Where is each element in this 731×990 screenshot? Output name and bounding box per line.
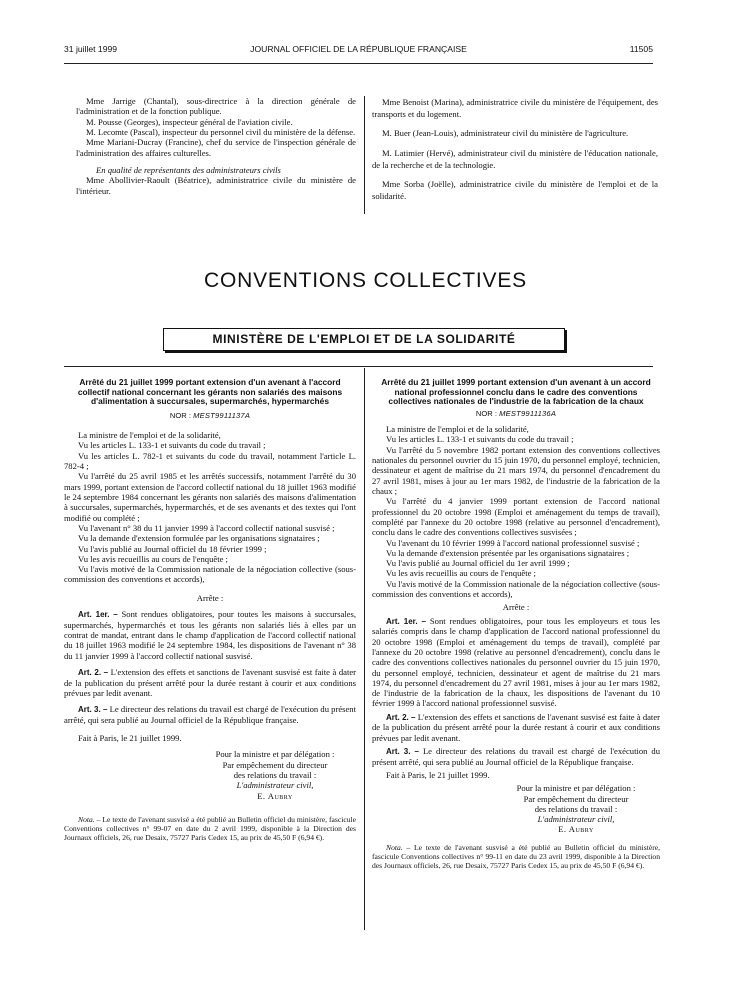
article-2	[372, 712, 660, 743]
fait-line: Fait à Paris, le 21 juillet 1999.	[386, 769, 490, 780]
signature-line: des relations du travail :	[233, 769, 317, 780]
article-text: Sont rendues obligatoires, pour tous les employeurs et tous les salariés compris dans le champ d'application de l'accord national professionnel du 20 octobre 1998 (Emploi et aménagement du temps de travail), complété par l'annexe du 20 octobre 1998 (relative au personnel d'encadrement), conclu dans le cadre des conventions collectives nationales du personnel ouvrier du 15 juin 1970, du personnel employé, technicien, dessinateur et agent de maîtrise du 21 mars 1974, du personnel d'encadrement du 27 avril 1981, mises à jour au 1er mars 1982, de l'industrie de la fabrication de la chaux, les dispositions de l'avenant du 10 février 1999 à l'accord national professionnel susvisé.	[372, 615, 661, 709]
article-column-divider	[364, 368, 365, 930]
article-label: Art. 1er. –	[78, 610, 118, 620]
member-entry: Mme Jarrige (Chantal), sous-directrice à la direction générale de l'administration et de la fonction publique.	[76, 96, 356, 117]
visa-line: Vu l'avenant n° 38 du 11 janvier 1999 à l'accord collectif national susvisé ;	[78, 522, 335, 533]
article-2	[64, 667, 356, 698]
signature-line: des relations du travail :	[534, 803, 618, 814]
nor-label: NOR :	[169, 410, 191, 420]
ministry-heading: MINISTÈRE DE L'EMPLOI ET DE LA SOLIDARITÉ	[163, 328, 565, 351]
visa-line: Vu les articles L. 133-1 et suivants du code du travail ;	[78, 440, 266, 451]
visa-line: Vu la demande d'extension formulée par les organisations signataires ;	[78, 533, 320, 544]
section-title: CONVENTIONS COLLECTIVES	[204, 269, 527, 292]
section-rule	[64, 366, 653, 367]
member-entry: M. Buer (Jean-Louis), administrateur civil du ministère de l'agriculture.	[382, 128, 629, 139]
visa-line: Vu l'avis motivé de la Commission nationale de la négociation collective (sous-commission des conventions et accords),	[64, 564, 356, 585]
nor-code: MEST9911137A	[193, 410, 251, 420]
signature-block	[492, 783, 660, 835]
signature-line: Pour la ministre et par délégation :	[516, 783, 636, 794]
nor-code: MEST9911136A	[499, 408, 557, 418]
header-title: JOURNAL OFFICIEL DE LA RÉPUBLIQUE FRANÇAISE	[250, 44, 467, 54]
signature-role: L'administrateur civil,	[537, 814, 615, 825]
article-3	[372, 746, 660, 767]
article-text: L'extension des effets et sanctions de l'avenant susvisé est faite à dater de la publication du présent arrêté pour la durée restant à courir et aux conditions prévues par ledit avenant.	[64, 666, 357, 698]
header-rule	[64, 63, 653, 64]
visa-line: Vu les avis recueillis au cours de l'enquête ;	[386, 568, 536, 579]
member-entry: M. Lecomte (Pascal), inspecteur du personnel civil du ministère de la défense.	[86, 126, 356, 137]
header-date: 31 juillet 1999	[64, 44, 118, 54]
nota	[372, 843, 660, 870]
article-3	[64, 704, 356, 725]
member-entry: Mme Sorba (Joëlle), administratrice civile du ministère de l'emploi et de la solidarité.	[372, 179, 658, 202]
nota-label: Nota. –	[78, 814, 101, 824]
arrete-line: Arrête :	[502, 602, 530, 613]
signature-name: E. Aubry	[558, 824, 594, 835]
top-column-divider	[364, 96, 365, 214]
signature-line: Par empêchement du directeur	[523, 793, 629, 804]
article-label: Art. 3. –	[386, 747, 419, 757]
article-1	[372, 616, 660, 709]
member-entry: Mme Mariani-Ducray (Francine), chef du service de l'inspection générale de l'administration des affaires culturelles.	[76, 137, 356, 158]
article-text: Le directeur des relations du travail est chargé de l'exécution du présent arrêté, qui sera publié au Journal officiel de la République française.	[372, 746, 661, 767]
signature-name: E. Aubry	[257, 790, 293, 801]
preamble-line: La ministre de l'emploi et de la solidarité,	[386, 424, 529, 435]
member-entry: M. Pousse (Georges), inspecteur général de l'aviation civile.	[86, 116, 293, 127]
article-text: Sont rendues obligatoires, pour toutes les maisons à succursales, supermarchés, hypermarchés et tous les gérants non salariés liés à elles par un contrat de mandat, entrant dans le champ d'application de l'accord collectif national du 18 juillet 1963 modifié le 24 septembre 1984, les dispositions de l'avenant n° 38 du 11 janvier 1999 à l'accord collectif national susvisé.	[64, 609, 356, 661]
visa-line: Vu les articles L. 782-1 et suivants du code du travail, notamment l'article L. 782-4 ;	[64, 450, 356, 472]
signature-line: Par empêchement du directeur	[222, 759, 328, 770]
article-label: Art. 3. –	[78, 705, 108, 715]
article-label: Art. 1er. –	[386, 616, 426, 626]
nor-reference	[64, 411, 356, 420]
representatives-caption: En qualité de représentants des administrateurs civils	[96, 164, 281, 175]
nota-label: Nota. –	[386, 842, 411, 852]
article-title: Arrêté du 21 juillet 1999 portant extension d'un avenant à un accord national professionnel conclu dans le cadre des conventions collectives nationales de l'industrie de la fabrication de la chaux	[381, 377, 651, 407]
visa-line: Vu les articles L. 133-1 et suivants du code du travail ;	[386, 434, 574, 445]
members-list-right	[372, 96, 658, 209]
visa-line: Vu l'avis motivé de la Commission nationale de la négociation collective (sous-commission des conventions et accords),	[372, 578, 660, 600]
visa-line: Vu l'arrêté du 25 avril 1985 et les arrêtés successifs, notamment l'arrêté du 30 mars 1999, portant extension de l'accord collectif national du 18 juillet 1963 modifié le 24 septembre 1984 concernant les gérants non salariés des maisons d'alimentation à succursales, supermarchés, hypermarchés, et de ses avenants et des textes qui l'ont modifié ou complété ;	[64, 471, 356, 523]
visa-line: Vu l'avis publié au Journal officiel du 18 février 1999 ;	[78, 543, 267, 554]
visa-line: Vu les avis recueillis au cours de l'enquête ;	[78, 553, 228, 564]
article-title: Arrêté du 21 juillet 1999 portant extension d'un avenant à l'accord collectif national concernant les gérants non salariés des maisons d'alimentation à succursales, supermarchés, hypermarchés	[77, 377, 343, 407]
signature-role: L'administrateur civil,	[236, 780, 314, 791]
article-left	[64, 378, 356, 850]
nota-text: Le texte de l'avenant susvisé a été publié au Bulletin officiel du ministère, fascicule Conventions collectives n° 99-11 en date du 23 avril 1999, disponible à la Direction des Journaux officiels, 26, rue Desaix, 75727 Paris Cedex 15, au prix de 45,50 F (6,94 €).	[372, 842, 660, 871]
nor-label: NOR :	[475, 408, 497, 418]
nota-text: Le texte de l'avenant susvisé a été publié au Bulletin officiel du ministère, fascicule Conventions collectives n° 99-07 en date du 2 avril 1999, disponible à la Direction des Journaux officiels, 26, rue Desaix, 75727 Paris Cedex 15, au prix de 45,50 F (6,94 €).	[64, 814, 356, 843]
article-text: Le directeur des relations du travail est chargé de l'exécution du présent arrêté, qui sera publié au Journal officiel de la République française.	[64, 704, 356, 725]
fait-line: Fait à Paris, le 21 juillet 1999.	[78, 733, 182, 744]
signature-line: Pour la ministre et par délégation :	[215, 749, 335, 760]
article-label: Art. 2. –	[78, 667, 109, 677]
member-entry: M. Latimier (Hervé), administrateur civil du ministère de l'éducation nationale, de la recherche et de la technologie.	[372, 147, 658, 170]
article-text: L'extension des effets et sanctions de l'avenant susvisé est faite à dater de la publication du présent arrêté pour la durée restant à courir et aux conditions prévues par ledit avenant.	[372, 711, 660, 743]
visa-line: Vu l'arrêté du 4 janvier 1999 portant extension de l'accord national professionnel du 20 octobre 1998 (Emploi et aménagement du temps de travail), complété par l'annexe du 20 octobre 1998 (relative au personnel d'encadrement), conclu dans le cadre des conventions collectives susvisées ;	[372, 496, 660, 538]
article-label: Art. 2. –	[386, 712, 416, 722]
visa-line: Vu l'avenant du 10 février 1999 à l'accord national professionnel susvisé ;	[386, 537, 640, 548]
signature-block	[194, 749, 356, 801]
member-entry: Mme Benoist (Marina), administratrice civile du ministère de l'équipement, des transports et du logement.	[372, 97, 658, 120]
article-1	[64, 609, 356, 661]
header-page-number: 11505	[629, 44, 653, 54]
visa-line: Vu la demande d'extension présentée par les organisations signataires ;	[386, 547, 630, 558]
article-right	[372, 378, 660, 878]
nor-reference	[372, 409, 660, 418]
members-list-left	[76, 96, 356, 196]
arrete-line: Arrête :	[196, 592, 224, 603]
nota	[64, 815, 356, 842]
visa-line: Vu l'arrêté du 5 novembre 1982 portant extension des conventions collectives nationales du personnel ouvrier du 15 juin 1970, du personnel employé, technicien, dessinateur et agent de maîtrise du 21 mars 1974, du personnel d'encadrement du 27 avril 1981, mises à jour au 1er mars 1982, de l'industrie de la fabrication de la chaux ;	[372, 444, 660, 496]
member-entry: Mme Abollivier-Raoult (Béatrice), administratrice civile du ministère de l'intérieur.	[76, 175, 356, 196]
preamble-line: La ministre de l'emploi et de la solidarité,	[78, 430, 221, 441]
page-header	[64, 40, 653, 62]
visa-line: Vu l'avis publié au Journal officiel du 1er avril 1999 ;	[386, 558, 570, 569]
